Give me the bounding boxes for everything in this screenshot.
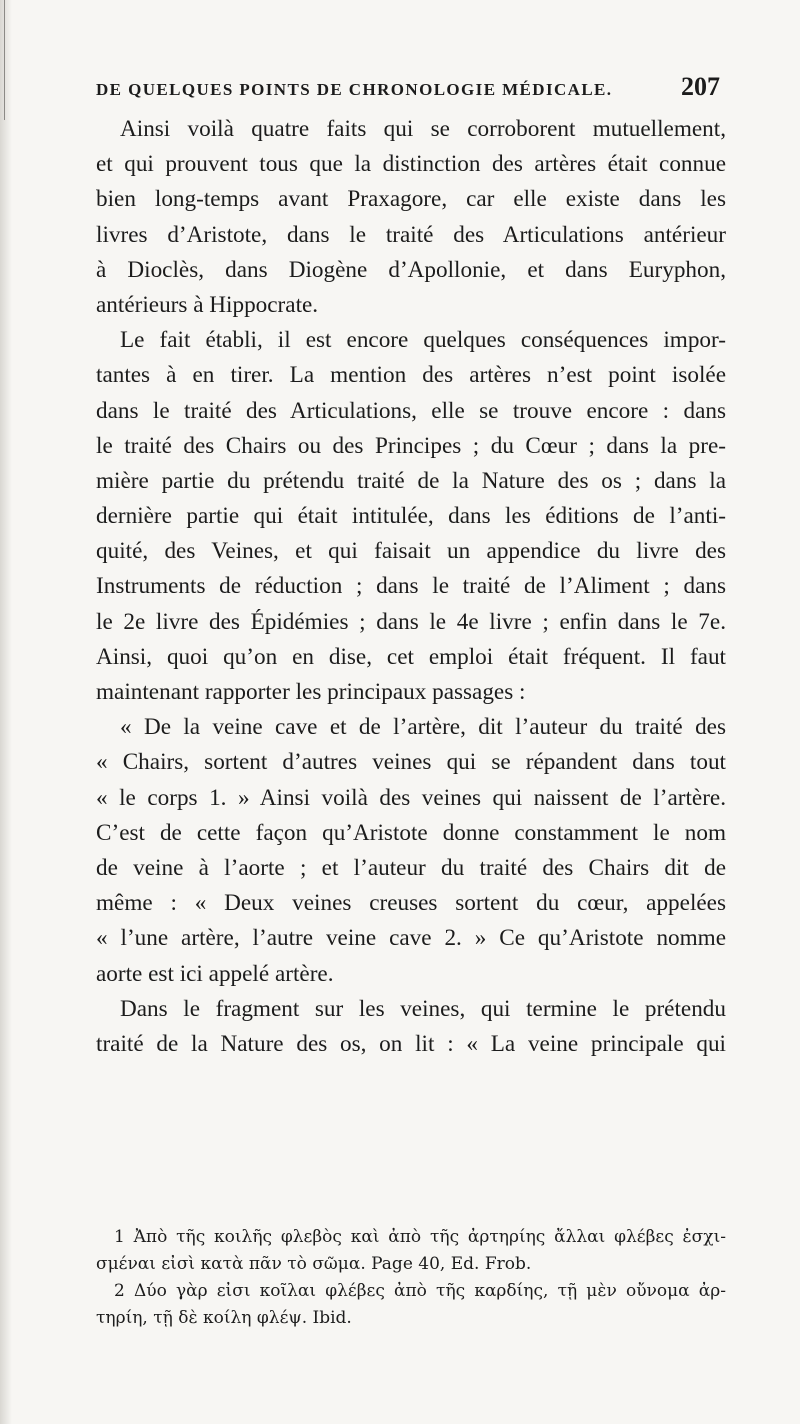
gutter-line [4, 0, 5, 120]
text-line: Dans le fragment sur les veines, qui termine le prétendu [120, 995, 726, 1022]
text-line: quité, des Veines, et qui faisait un appendice du livre des [96, 538, 726, 565]
footnote-line: τηρίη, τῇ δὲ κοίλη φλέψ. Ibid. [96, 1308, 352, 1328]
text-line: « l’une artère, l’autre veine cave 2. » Ce qu’Aristote nomme [96, 925, 726, 952]
page-header [96, 72, 720, 102]
text-line: bien long-temps avant Praxagore, car elle existe dans les [96, 186, 726, 213]
running-title: DE QUELQUES POINTS DE CHRONOLOGIE MÉDICALE. [96, 80, 613, 99]
text-line: « Chairs, sortent d’autres veines qui se répandent dans tout [96, 749, 726, 776]
text-line: aorte est ici appelé artère. [96, 960, 334, 987]
text-line: mière partie du prétendu traité de la Nature des os ; dans la [96, 467, 726, 494]
page-number: 207 [681, 72, 720, 101]
text-line: le 2e livre des Épidémies ; dans le 4e livre ; enfin dans le 7e. [96, 608, 726, 635]
text-line: le traité des Chairs ou des Principes ; du Cœur ; dans la pre- [96, 432, 726, 459]
text-line: « le corps 1. » Ainsi voilà des veines qui naissent de l’artère. [96, 784, 726, 811]
text-line: « De la veine cave et de l’artère, dit l’auteur du traité des [120, 714, 726, 741]
page-gutter-shadow [0, 0, 12, 1424]
text-line: et qui prouvent tous que la distinction des artères était connue [96, 151, 726, 178]
footnotes [96, 1224, 726, 1332]
body-text [96, 112, 726, 1062]
text-line: dernière partie qui était intitulée, dans les éditions de l’anti- [96, 503, 726, 530]
text-line: antérieurs à Hippocrate. [96, 291, 319, 318]
text-line: traité de la Nature des os, on lit : « La veine principale qui [96, 1030, 726, 1057]
footnote-line: 1 Ἀπὸ τῆς κοιλῆς φλεβὸς καὶ ἀπὸ τῆς ἀρτηρίης ἄλλαι φλέβες ἐσχι- [114, 1227, 726, 1247]
text-line: livres d’Aristote, dans le traité des Articulations antérieur [96, 221, 726, 248]
footnote-line: 2 Δύο γὰρ εἰσι κοῖλαι φλέβες ἀπὸ τῆς καρδίης, τῇ μὲν οὔνομα ἀρ- [114, 1281, 726, 1301]
text-line: dans le traité des Articulations, elle se trouve encore : dans [96, 397, 726, 424]
text-line: C’est de cette façon qu’Aristote donne constamment le nom [96, 819, 726, 846]
text-line: tantes à en tirer. La mention des artères n’est point isolée [96, 362, 726, 389]
footnote-line: σμέναι εἰσὶ κατὰ πᾶν τὸ σῶμα. Page 40, Ed. Frob. [96, 1254, 532, 1274]
text-line: Ainsi, quoi qu’on en dise, cet emploi était fréquent. Il faut [96, 643, 726, 670]
text-line: Le fait établi, il est encore quelques conséquences impor- [120, 327, 726, 354]
text-line: maintenant rapporter les principaux passages : [96, 679, 526, 705]
text-line: de veine à l’aorte ; et l’auteur du traité des Chairs dit de [96, 854, 726, 881]
text-line: même : « Deux veines creuses sortent du cœur, appelées [96, 890, 726, 917]
text-line: Ainsi voilà quatre faits qui se corroborent mutuellement, [120, 116, 726, 142]
text-line: Instruments de réduction ; dans le traité de l’Aliment ; dans [96, 573, 726, 600]
text-line: à Dioclès, dans Diogène d’Apollonie, et dans Euryphon, [96, 256, 726, 283]
